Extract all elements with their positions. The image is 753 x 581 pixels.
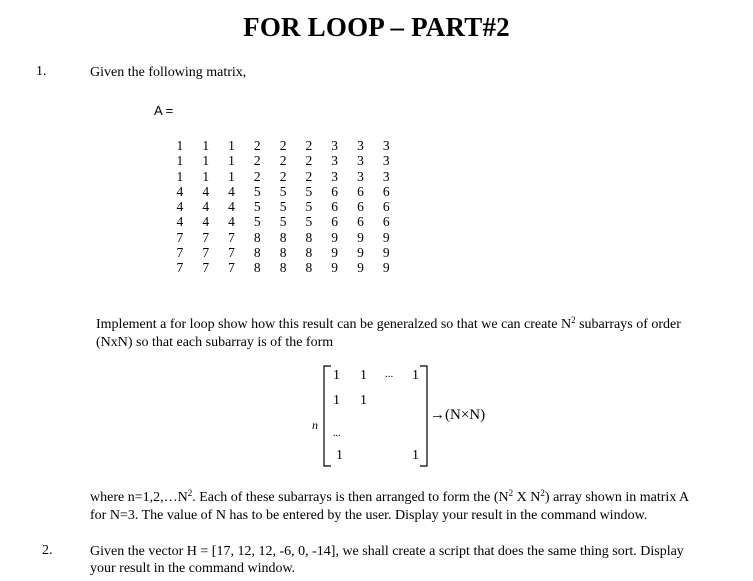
matrix-cell: 6: [331, 214, 339, 230]
matrix-cell: 4: [202, 214, 210, 230]
subarray-form-figure: [300, 362, 560, 472]
matrix-cell: 9: [382, 244, 390, 260]
matrix-cell: 3: [331, 138, 339, 153]
matrix-cell: 7: [176, 260, 184, 275]
matrix-cell: 1: [202, 168, 210, 184]
matrix-cell: 9: [331, 260, 339, 275]
sub-vdots: ...: [333, 428, 341, 439]
matrix-cell: 1: [228, 168, 235, 184]
matrix-cell: 5: [253, 214, 261, 230]
matrix-cell: 2: [253, 138, 261, 153]
where-part2: . Each of these subarrays is then arranged to form the (N: [192, 490, 509, 505]
sub-row1-a: 1: [333, 368, 340, 383]
matrix-cell: 7: [228, 260, 235, 275]
matrix-a: [167, 138, 399, 275]
matrix-cell: 6: [382, 214, 390, 230]
matrix-cell: 6: [382, 183, 390, 199]
where-part1: where n=1,2,…N: [90, 490, 188, 505]
matrix-cell: 5: [305, 199, 313, 214]
matrix-cell: 6: [382, 199, 390, 214]
matrix-cell: 7: [202, 244, 210, 260]
matrix-cell: 1: [228, 138, 235, 153]
matrix-cell: 4: [228, 214, 235, 230]
matrix-cell: 7: [202, 229, 210, 245]
matrix-cell: 1: [176, 138, 184, 153]
matrix-cell: 3: [357, 168, 364, 184]
matrix-cell: 6: [357, 214, 364, 230]
sub-arrow-label: →(N×N): [430, 407, 486, 423]
matrix-cell: 5: [279, 199, 287, 214]
sub-row1-c: 1: [412, 368, 419, 383]
matrix-cell: 8: [305, 260, 313, 275]
matrix-cell: 7: [228, 229, 235, 245]
matrix-cell: 5: [305, 183, 313, 199]
matrix-cell: 8: [279, 229, 287, 245]
matrix-cell: 5: [279, 214, 287, 230]
where-part4: ) array shown in matrix A: [544, 490, 690, 505]
matrix-cell: 3: [357, 138, 364, 153]
matrix-cell: 2: [279, 138, 287, 153]
matrix-cell: 2: [305, 168, 313, 184]
matrix-cell: 4: [176, 214, 184, 230]
matrix-cell: 4: [176, 183, 184, 199]
matrix-cell: 2: [305, 153, 313, 169]
implement-line1-b: subarrays of order: [575, 317, 681, 332]
where-line2: for N=3. The value of N has to be entered by the user. Display your result in the command window.: [90, 508, 648, 523]
matrix-cell: 9: [382, 229, 390, 245]
matrix-cell: 9: [357, 229, 364, 245]
matrix-cell: 7: [176, 229, 184, 245]
sub-row1-dots: ...: [385, 368, 394, 380]
matrix-cell: 7: [228, 244, 235, 260]
matrix-cell: 8: [279, 244, 287, 260]
page-title: FOR LOOP – PART#2: [243, 12, 510, 42]
sub-row1-b: 1: [360, 368, 367, 383]
matrix-cell: 5: [305, 214, 313, 230]
matrix-cell: 8: [279, 260, 287, 275]
matrix-cell: 6: [357, 199, 364, 214]
matrix-cell: 1: [176, 153, 184, 169]
matrix-cell: 3: [382, 138, 390, 153]
matrix-cell: 8: [305, 244, 313, 260]
matrix-cell: 4: [176, 199, 184, 214]
matrix-cell: 9: [331, 229, 339, 245]
matrix-cell: 6: [331, 183, 339, 199]
matrix-cell: 3: [331, 153, 339, 169]
matrix-cell: 3: [331, 168, 339, 184]
question-2-text: [90, 543, 750, 577]
matrix-cell: 1: [176, 168, 184, 184]
matrix-cell: 8: [253, 260, 261, 275]
where-paragraph: [90, 489, 750, 524]
sub-row4-a: 1: [336, 448, 343, 463]
question-1-intro: Given the following matrix,: [90, 65, 247, 80]
matrix-cell: 3: [382, 168, 390, 184]
matrix-cell: 2: [253, 168, 261, 184]
where-sup2: 2: [508, 488, 514, 498]
matrix-label: A =: [154, 103, 174, 118]
matrix-cell: 9: [357, 244, 364, 260]
matrix-cell: 1: [228, 153, 235, 169]
sub-n-label: n: [312, 418, 318, 432]
matrix-cell: 9: [382, 260, 390, 275]
sub-row2-a: 1: [333, 393, 340, 408]
matrix-cell: 8: [253, 229, 261, 245]
matrix-cell: 4: [228, 183, 235, 199]
matrix-cell: 7: [176, 244, 184, 260]
matrix-cell: 3: [382, 153, 390, 169]
sub-row2-b: 1: [360, 393, 367, 408]
matrix-cell: 1: [202, 153, 210, 169]
implement-line1-a: Implement a for loop show how this result can be generalzed so that we can create N: [96, 317, 572, 332]
implement-line1-sup: 2: [571, 315, 576, 325]
matrix-cell: 5: [279, 183, 287, 199]
matrix-cell: 2: [253, 153, 261, 169]
matrix-cell: 8: [253, 244, 261, 260]
where-sup3: 2: [540, 488, 545, 498]
question-1-number: 1.: [36, 64, 47, 79]
where-sup1: 2: [187, 488, 193, 498]
implement-line2: (NxN) so that each subarray is of the form: [96, 335, 334, 350]
matrix-cell: 3: [357, 153, 364, 169]
matrix-cell: 6: [331, 199, 339, 214]
matrix-cell: 7: [202, 260, 210, 275]
matrix-cell: 9: [357, 260, 364, 275]
matrix-cell: 2: [305, 138, 313, 153]
matrix-cell: 1: [202, 138, 210, 153]
question-2-line2: your result in the command window.: [90, 561, 296, 576]
matrix-cell: 9: [331, 244, 339, 260]
matrix-cell: 8: [305, 229, 313, 245]
matrix-cell: 4: [228, 199, 235, 214]
implement-paragraph: [96, 316, 746, 351]
matrix-cell: 5: [253, 183, 261, 199]
matrix-cell: 4: [202, 183, 210, 199]
matrix-cell: 5: [253, 199, 261, 214]
matrix-cell: 2: [279, 168, 287, 184]
question-2-line1: Given the vector H = [17, 12, 12, -6, 0, -14], we shall create a script that does the same thing sort. Display: [90, 544, 684, 559]
matrix-cell: 4: [202, 199, 210, 214]
matrix-cell: 2: [279, 153, 287, 169]
question-2-number: 2.: [42, 543, 53, 558]
matrix-cell: 6: [357, 183, 364, 199]
sub-row4-b: 1: [412, 448, 419, 463]
where-part3: X N: [513, 490, 541, 505]
